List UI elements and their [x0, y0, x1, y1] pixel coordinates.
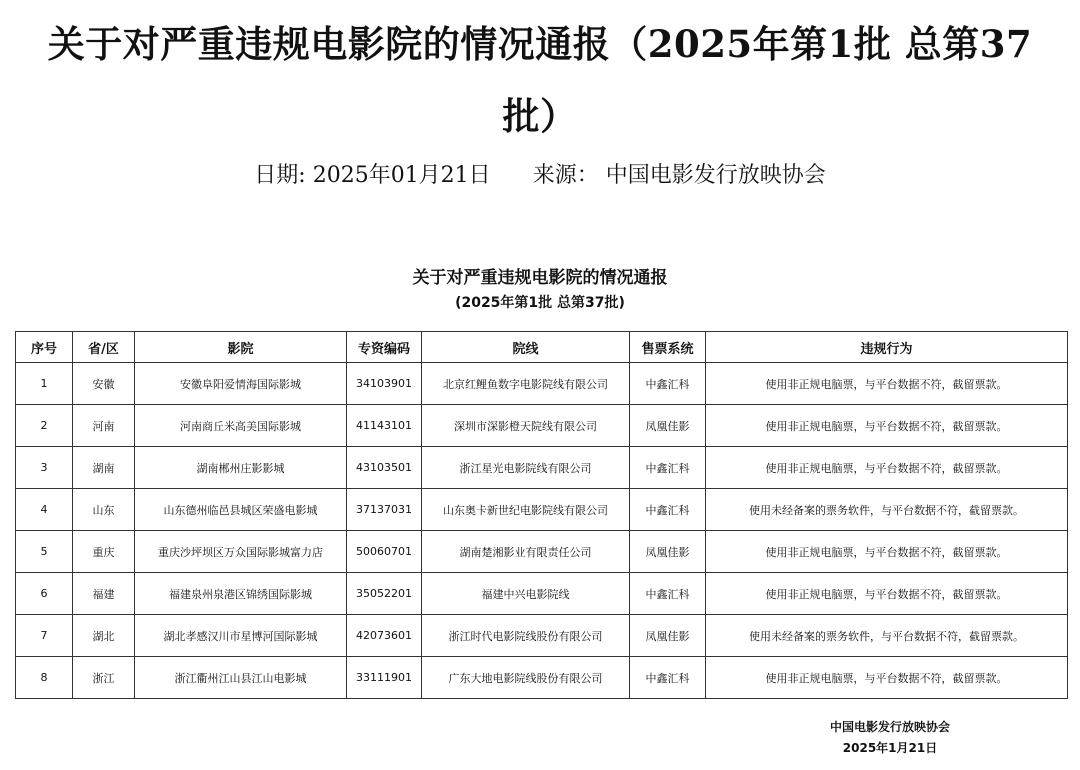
article-meta: [0, 156, 1080, 196]
cell-violation: 使用非正规电脑票，与平台数据不符，截留票款。: [706, 405, 1068, 447]
violations-table: [15, 331, 1068, 699]
source-label: 来源：: [532, 163, 599, 188]
cell-no: 3: [16, 447, 73, 489]
cell-violation: 使用非正规电脑票，与平台数据不符，截留票款。: [706, 447, 1068, 489]
table-row: [16, 573, 1068, 615]
cell-cinema: 安徽阜阳爱情海国际影城: [135, 363, 347, 405]
cell-no: 2: [16, 405, 73, 447]
cell-system: 凤凰佳影: [630, 615, 706, 657]
cell-cinema: 河南商丘米高美国际影城: [135, 405, 347, 447]
cell-chain: 福建中兴电影院线: [422, 573, 630, 615]
date-value: 2025年01月21日: [312, 163, 491, 188]
column-header-chain: 院线: [422, 332, 630, 363]
signature-organization: 中国电影发行放映协会: [829, 720, 950, 734]
column-header-no: 序号: [16, 332, 73, 363]
cell-system: 凤凰佳影: [630, 405, 706, 447]
cell-no: 5: [16, 531, 73, 573]
cell-province: 山东: [73, 489, 135, 531]
cell-chain: 浙江星光电影院线有限公司: [422, 447, 630, 489]
column-header-cinema: 影院: [135, 332, 347, 363]
cell-system: 中鑫汇科: [630, 363, 706, 405]
cell-violation: 使用非正规电脑票，与平台数据不符，截留票款。: [706, 531, 1068, 573]
cell-province: 湖北: [73, 615, 135, 657]
cell-violation: 使用非正规电脑票，与平台数据不符，截留票款。: [706, 657, 1068, 699]
cell-no: 7: [16, 615, 73, 657]
document-title: 关于对严重违规电影院的情况通报: [412, 268, 668, 288]
column-header-code: 专资编码: [347, 332, 422, 363]
table-row: [16, 531, 1068, 573]
cell-code: 42073601: [347, 615, 422, 657]
table-row: [16, 447, 1068, 489]
document-subtitle: (2025年第1批 总第37批): [455, 295, 625, 311]
cell-system: 中鑫汇科: [630, 657, 706, 699]
cell-code: 50060701: [347, 531, 422, 573]
cell-system: 中鑫汇科: [630, 489, 706, 531]
column-header-violation: 违规行为: [706, 332, 1068, 363]
cell-code: 41143101: [347, 405, 422, 447]
signature-date: 2025年1月21日: [842, 741, 938, 755]
cell-chain: 北京红鲤鱼数字电影院线有限公司: [422, 363, 630, 405]
cell-violation: 使用非正规电脑票，与平台数据不符，截留票款。: [706, 363, 1068, 405]
cell-code: 34103901: [347, 363, 422, 405]
cell-code: 37137031: [347, 489, 422, 531]
cell-cinema: 浙江衢州江山县江山电影城: [135, 657, 347, 699]
cell-cinema: 山东德州临邑县城区荣盛电影城: [135, 489, 347, 531]
cell-cinema: 福建泉州泉港区锦绣国际影城: [135, 573, 347, 615]
cell-code: 33111901: [347, 657, 422, 699]
cell-no: 8: [16, 657, 73, 699]
cell-no: 6: [16, 573, 73, 615]
cell-violation: 使用未经备案的票务软件，与平台数据不符，截留票款。: [706, 615, 1068, 657]
column-header-system: 售票系统: [630, 332, 706, 363]
cell-province: 浙江: [73, 657, 135, 699]
table-row: [16, 363, 1068, 405]
table-row: [16, 657, 1068, 699]
cell-province: 重庆: [73, 531, 135, 573]
cell-chain: 湖南楚湘影业有限责任公司: [422, 531, 630, 573]
date-label: 日期:: [254, 163, 306, 188]
cell-cinema: 湖南郴州庄影影城: [135, 447, 347, 489]
source-value: 中国电影发行放映协会: [605, 163, 826, 188]
table-row: [16, 489, 1068, 531]
page-title: 关于对严重违规电影院的情况通报（2025年第1批 总第37批）: [47, 22, 1033, 138]
cell-system: 凤凰佳影: [630, 531, 706, 573]
cell-province: 福建: [73, 573, 135, 615]
cell-province: 河南: [73, 405, 135, 447]
table-row: [16, 405, 1068, 447]
cell-code: 35052201: [347, 573, 422, 615]
table-row: [16, 615, 1068, 657]
cell-system: 中鑫汇科: [630, 573, 706, 615]
cell-no: 1: [16, 363, 73, 405]
cell-chain: 深圳市深影橙天院线有限公司: [422, 405, 630, 447]
cell-province: 湖南: [73, 447, 135, 489]
cell-chain: 广东大地电影院线股份有限公司: [422, 657, 630, 699]
table-header-row: [16, 332, 1068, 363]
cell-violation: 使用未经备案的票务软件，与平台数据不符，截留票款。: [706, 489, 1068, 531]
column-header-province: 省/区: [73, 332, 135, 363]
cell-cinema: 湖北孝感汉川市星博河国际影城: [135, 615, 347, 657]
cell-violation: 使用非正规电脑票，与平台数据不符，截留票款。: [706, 573, 1068, 615]
cell-chain: 浙江时代电影院线股份有限公司: [422, 615, 630, 657]
cell-chain: 山东奥卡新世纪电影院线有限公司: [422, 489, 630, 531]
cell-no: 4: [16, 489, 73, 531]
cell-cinema: 重庆沙坪坝区万众国际影城富力店: [135, 531, 347, 573]
cell-code: 43103501: [347, 447, 422, 489]
cell-system: 中鑫汇科: [630, 447, 706, 489]
cell-province: 安徽: [73, 363, 135, 405]
